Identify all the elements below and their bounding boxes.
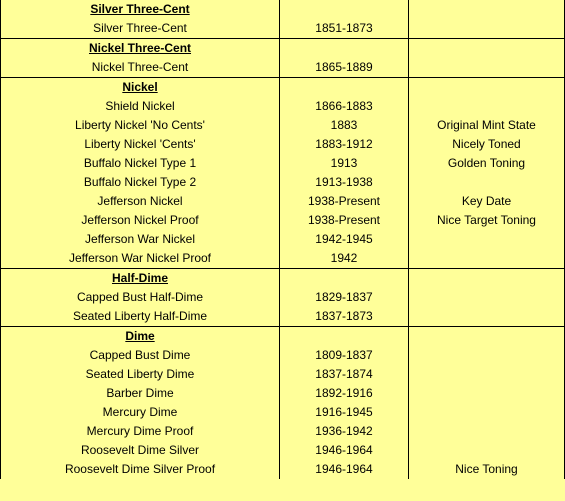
coin-name-cell: Buffalo Nickel Type 2 bbox=[1, 173, 280, 192]
table-row bbox=[1, 249, 565, 269]
years-cell: 1851-1873 bbox=[280, 19, 409, 39]
years-cell: 1866-1883 bbox=[280, 97, 409, 116]
table-row bbox=[1, 97, 565, 116]
coin-name-cell: Mercury Dime bbox=[1, 403, 280, 422]
empty-cell bbox=[280, 327, 409, 347]
years-cell: 1946-1964 bbox=[280, 460, 409, 479]
note-cell: Key Date bbox=[409, 192, 565, 211]
table-row bbox=[1, 365, 565, 384]
table-row bbox=[1, 154, 565, 173]
years-cell: 1829-1837 bbox=[280, 288, 409, 307]
years-cell: 1865-1889 bbox=[280, 58, 409, 78]
coin-name-cell: Capped Bust Dime bbox=[1, 346, 280, 365]
coin-name-cell: Buffalo Nickel Type 1 bbox=[1, 154, 280, 173]
table-row bbox=[1, 403, 565, 422]
note-cell bbox=[409, 97, 565, 116]
table-row bbox=[1, 211, 565, 230]
table-row bbox=[1, 384, 565, 403]
coin-name-cell: Nickel Three-Cent bbox=[1, 58, 280, 78]
section-title: Nickel Three-Cent bbox=[1, 39, 280, 59]
section-header-row bbox=[1, 78, 565, 98]
section-title: Silver Three-Cent bbox=[1, 0, 280, 19]
coin-name-cell: Jefferson War Nickel Proof bbox=[1, 249, 280, 269]
note-cell bbox=[409, 441, 565, 460]
note-cell bbox=[409, 422, 565, 441]
table-row bbox=[1, 19, 565, 39]
coin-name-cell: Seated Liberty Dime bbox=[1, 365, 280, 384]
years-cell: 1837-1874 bbox=[280, 365, 409, 384]
coin-name-cell: Barber Dime bbox=[1, 384, 280, 403]
empty-cell bbox=[280, 39, 409, 59]
note-cell bbox=[409, 288, 565, 307]
note-cell bbox=[409, 403, 565, 422]
note-cell: Nice Toning bbox=[409, 460, 565, 479]
table-row bbox=[1, 441, 565, 460]
table-row bbox=[1, 422, 565, 441]
coin-name-cell: Liberty Nickel 'Cents' bbox=[1, 135, 280, 154]
table-row bbox=[1, 307, 565, 327]
table-row bbox=[1, 192, 565, 211]
coin-name-cell: Jefferson Nickel bbox=[1, 192, 280, 211]
years-cell: 1942-1945 bbox=[280, 230, 409, 249]
note-cell bbox=[409, 58, 565, 78]
section-header-row bbox=[1, 39, 565, 59]
section-title: Half-Dime bbox=[1, 269, 280, 289]
years-cell: 1916-1945 bbox=[280, 403, 409, 422]
section-header-row bbox=[1, 269, 565, 289]
section-title: Nickel bbox=[1, 78, 280, 98]
years-cell: 1938-Present bbox=[280, 192, 409, 211]
years-cell: 1946-1964 bbox=[280, 441, 409, 460]
coin-name-cell: Silver Three-Cent bbox=[1, 19, 280, 39]
years-cell: 1913 bbox=[280, 154, 409, 173]
note-cell: Golden Toning bbox=[409, 154, 565, 173]
table-row bbox=[1, 346, 565, 365]
years-cell: 1892-1916 bbox=[280, 384, 409, 403]
note-cell bbox=[409, 384, 565, 403]
empty-cell bbox=[409, 0, 565, 19]
coin-table-body bbox=[1, 0, 565, 479]
note-cell bbox=[409, 365, 565, 384]
years-cell: 1809-1837 bbox=[280, 346, 409, 365]
table-row bbox=[1, 116, 565, 135]
years-cell: 1936-1942 bbox=[280, 422, 409, 441]
coin-name-cell: Jefferson War Nickel bbox=[1, 230, 280, 249]
empty-cell bbox=[280, 269, 409, 289]
years-cell: 1883 bbox=[280, 116, 409, 135]
note-cell bbox=[409, 307, 565, 327]
empty-cell bbox=[409, 78, 565, 98]
years-cell: 1837-1873 bbox=[280, 307, 409, 327]
table-row bbox=[1, 58, 565, 78]
note-cell: Nicely Toned bbox=[409, 135, 565, 154]
note-cell bbox=[409, 346, 565, 365]
coin-name-cell: Mercury Dime Proof bbox=[1, 422, 280, 441]
coin-name-cell: Roosevelt Dime Silver Proof bbox=[1, 460, 280, 479]
coin-name-cell: Roosevelt Dime Silver bbox=[1, 441, 280, 460]
empty-cell bbox=[409, 327, 565, 347]
note-cell bbox=[409, 173, 565, 192]
note-cell bbox=[409, 230, 565, 249]
table-row bbox=[1, 288, 565, 307]
years-cell: 1942 bbox=[280, 249, 409, 269]
coin-name-cell: Jefferson Nickel Proof bbox=[1, 211, 280, 230]
section-header-row bbox=[1, 327, 565, 347]
empty-cell bbox=[280, 78, 409, 98]
empty-cell bbox=[409, 39, 565, 59]
empty-cell bbox=[409, 269, 565, 289]
table-row bbox=[1, 135, 565, 154]
years-cell: 1883-1912 bbox=[280, 135, 409, 154]
table-row bbox=[1, 173, 565, 192]
table-row bbox=[1, 230, 565, 249]
note-cell: Nice Target Toning bbox=[409, 211, 565, 230]
coin-name-cell: Capped Bust Half-Dime bbox=[1, 288, 280, 307]
coin-name-cell: Seated Liberty Half-Dime bbox=[1, 307, 280, 327]
coin-name-cell: Shield Nickel bbox=[1, 97, 280, 116]
years-cell: 1913-1938 bbox=[280, 173, 409, 192]
table-row bbox=[1, 460, 565, 479]
note-cell bbox=[409, 19, 565, 39]
empty-cell bbox=[280, 0, 409, 19]
coin-name-cell: Liberty Nickel 'No Cents' bbox=[1, 116, 280, 135]
years-cell: 1938-Present bbox=[280, 211, 409, 230]
note-cell: Original Mint State bbox=[409, 116, 565, 135]
section-title: Dime bbox=[1, 327, 280, 347]
note-cell bbox=[409, 249, 565, 269]
section-header-row bbox=[1, 0, 565, 19]
